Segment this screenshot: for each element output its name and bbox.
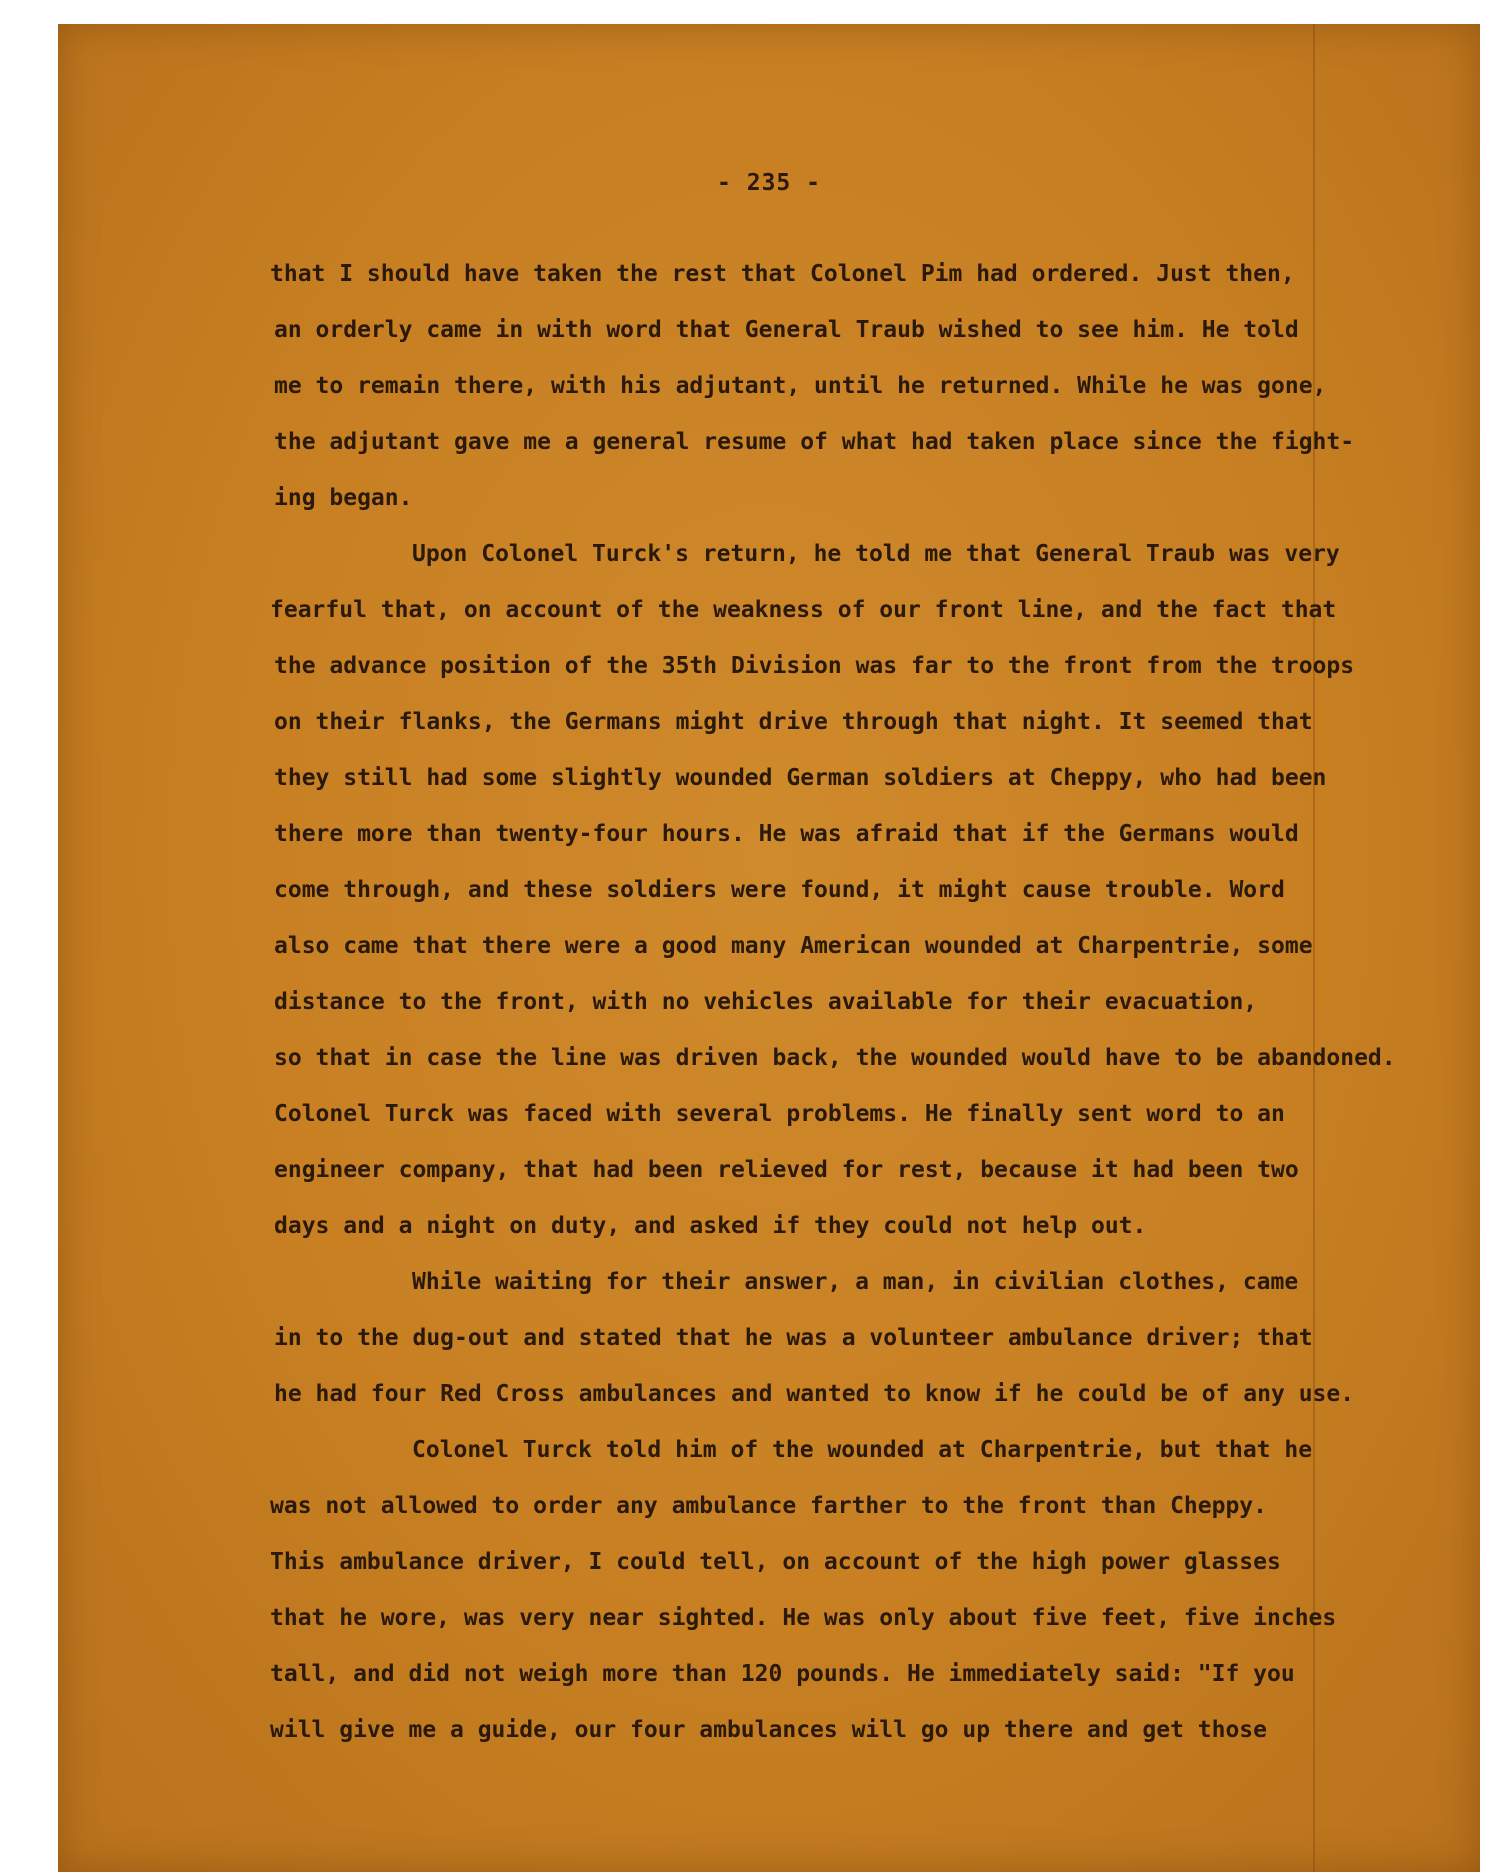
text-line: the adjutant gave me a general resume of what had taken place since the fight-: [274, 429, 1355, 455]
text-line: was not allowed to order any ambulance farther to the front than Cheppy.: [270, 1493, 1267, 1519]
text-line: come through, and these soldiers were found, it might cause trouble. Word: [274, 877, 1285, 903]
text-line: Upon Colonel Turck's return, he told me that General Traub was very: [412, 541, 1340, 567]
text-line: the advance position of the 35th Division was far to the front from the troops: [274, 653, 1355, 679]
text-line: tall, and did not weigh more than 120 pounds. He immediately said: "If you: [270, 1661, 1295, 1687]
text-line: me to remain there, with his adjutant, until he returned. While he was gone,: [274, 373, 1327, 399]
paper-sheet: [58, 24, 1480, 1872]
text-line: that I should have taken the rest that Colonel Pim had ordered. Just then,: [270, 261, 1295, 287]
text-line: in to the dug-out and stated that he was a volunteer ambulance driver; that: [274, 1325, 1313, 1351]
text-line: While waiting for their answer, a man, in civilian clothes, came: [412, 1269, 1299, 1295]
text-line: Colonel Turck told him of the wounded at Charpentrie, but that he: [412, 1437, 1313, 1463]
text-line: fearful that, on account of the weakness of our front line, and the fact that: [270, 597, 1337, 623]
text-line: he had four Red Cross ambulances and wanted to know if he could be of any use.: [274, 1381, 1355, 1407]
text-line: they still had some slightly wounded German soldiers at Cheppy, who had been: [274, 765, 1327, 791]
text-line: will give me a guide, our four ambulances will go up there and get those: [270, 1717, 1267, 1743]
text-line: days and a night on duty, and asked if they could not help out.: [274, 1213, 1147, 1239]
page-number: - 235 -: [717, 170, 821, 196]
text-line: also came that there were a good many American wounded at Charpentrie, some: [274, 933, 1313, 959]
text-line: on their flanks, the Germans might drive through that night. It seemed that: [274, 709, 1313, 735]
text-line: distance to the front, with no vehicles available for their evacuation,: [274, 989, 1258, 1015]
text-line: This ambulance driver, I could tell, on account of the high power glasses: [270, 1549, 1281, 1575]
text-line: Colonel Turck was faced with several problems. He finally sent word to an: [274, 1101, 1285, 1127]
text-line: so that in case the line was driven back, the wounded would have to be abandoned.: [274, 1045, 1396, 1071]
text-line: engineer company, that had been relieved for rest, because it had been two: [274, 1157, 1299, 1183]
text-line: that he wore, was very near sighted. He was only about five feet, five inches: [270, 1605, 1337, 1631]
text-line: ing began.: [274, 485, 413, 511]
text-line: an orderly came in with word that General Traub wished to see him. He told: [274, 317, 1299, 343]
text-line: there more than twenty-four hours. He was afraid that if the Germans would: [274, 821, 1299, 847]
